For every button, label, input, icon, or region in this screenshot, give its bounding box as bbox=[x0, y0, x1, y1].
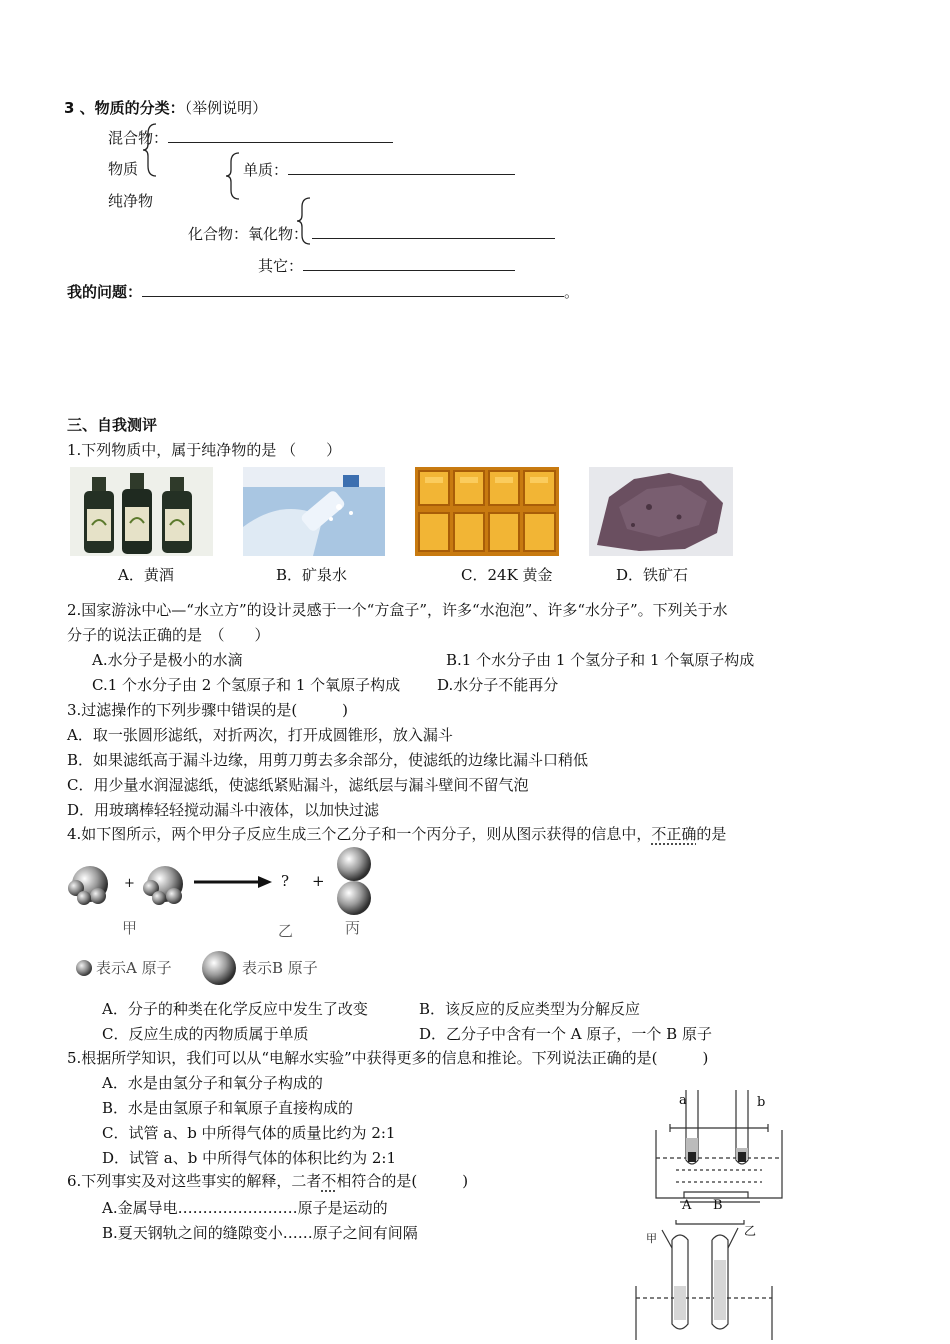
electrolysis-tube-image bbox=[632, 1190, 777, 1340]
my-question-period: 。 bbox=[564, 283, 580, 301]
yellow-wine-image bbox=[70, 467, 213, 556]
q1-stem: 1.下列物质中，属于纯净物的是 （ ） bbox=[67, 441, 342, 459]
label-bing: 丙 bbox=[345, 919, 361, 937]
my-question-row bbox=[67, 282, 579, 301]
q6-stem-emphasis: 不 bbox=[321, 1172, 337, 1190]
mixture-blank[interactable] bbox=[168, 128, 393, 143]
my-question-blank[interactable] bbox=[142, 282, 564, 297]
compound-label: 化合物： bbox=[188, 225, 249, 243]
substance-label: 物质 bbox=[108, 160, 139, 178]
other-label: 其它： bbox=[258, 257, 304, 275]
fig-label-B: B bbox=[713, 1198, 723, 1213]
oxide-blank[interactable] bbox=[312, 224, 555, 239]
q2-stem-line2: 分子的说法正确的是 （ ） bbox=[67, 626, 270, 644]
legend-a-text: 表示A 原子 bbox=[96, 959, 172, 977]
q2-option-a[interactable]: A.水分子是极小的水滴 bbox=[92, 651, 243, 669]
q2-stem-line1: 2.国家游泳中心—“水立方”的设计灵感于一个“方盒子”，许多“水泡泡”、许多“水分子”。下列关于水 bbox=[67, 601, 728, 619]
pure-label: 纯净物 bbox=[108, 192, 154, 210]
oxide-label: 氧化物： bbox=[248, 225, 309, 243]
q6-option-a[interactable]: A.金属导电……………………原子是运动的 bbox=[102, 1199, 388, 1217]
brace-substance-icon bbox=[142, 120, 162, 180]
q1-option-b[interactable]: B．矿泉水 bbox=[276, 566, 348, 584]
q2-option-d[interactable]: D.水分子不能再分 bbox=[437, 676, 559, 694]
section3-heading: 3 、物质的分类：（举例说明） bbox=[64, 99, 268, 117]
q4-plus-1: + bbox=[124, 876, 135, 891]
atom-a-legend-icon bbox=[74, 958, 94, 978]
my-question-label: 我的问题： bbox=[67, 283, 143, 301]
legend-b-text: 表示B 原子 bbox=[242, 959, 318, 977]
section3-note: （举例说明） bbox=[184, 99, 268, 117]
fig-label-a: a bbox=[679, 1093, 687, 1108]
q4-option-c[interactable]: C．反应生成的丙物质属于单质 bbox=[102, 1025, 309, 1043]
fig-label-jia: 甲 bbox=[646, 1232, 657, 1245]
q4-option-b[interactable]: B．该反应的反应类型为分解反应 bbox=[419, 1000, 641, 1018]
q5-option-c[interactable]: C．试管 a、b 中所得气体的质量比约为 2:1 bbox=[102, 1124, 396, 1142]
element-blank[interactable] bbox=[288, 160, 515, 175]
q3-option-b[interactable]: B．如果滤纸高于漏斗边缘，用剪刀剪去多余部分，使滤纸的边缘比漏斗口稍低 bbox=[67, 751, 589, 769]
q4-plus-2: + bbox=[312, 872, 325, 890]
element-label: 单质： bbox=[243, 161, 289, 179]
other-row bbox=[258, 256, 515, 275]
q4-stem-emphasis: 不正确 bbox=[651, 825, 697, 843]
q6-option-b[interactable]: B.夏天钢轨之间的缝隙变小……原子之间有间隔 bbox=[102, 1224, 418, 1242]
reaction-diagram bbox=[62, 846, 392, 918]
fig-label-b: b bbox=[757, 1095, 766, 1110]
q3-option-a[interactable]: A．取一张圆形滤纸，对折两次，打开成圆锥形，放入漏斗 bbox=[67, 726, 453, 744]
label-yi: 乙 bbox=[278, 922, 294, 940]
q2-option-c[interactable]: C.1 个水分子由 2 个氢原子和 1 个氧原子构成 bbox=[92, 676, 401, 694]
brace-pure-icon bbox=[225, 150, 245, 202]
q5-option-a[interactable]: A．水是由氢分子和氧分子构成的 bbox=[102, 1074, 323, 1092]
q5-option-b[interactable]: B．水是由氢原子和氧原子直接构成的 bbox=[102, 1099, 354, 1117]
fig-label-A: A bbox=[682, 1198, 692, 1213]
q1-option-c[interactable]: C．24K 黄金 bbox=[461, 566, 553, 584]
mineral-water-image bbox=[243, 467, 385, 556]
q4-option-a[interactable]: A．分子的种类在化学反应中发生了改变 bbox=[102, 1000, 368, 1018]
q1-option-d[interactable]: D．铁矿石 bbox=[616, 566, 689, 584]
compound-row bbox=[188, 224, 555, 243]
q4-stem: 4.如下图所示，两个甲分子反应生成三个乙分子和一个丙分子，则从图示获得的信息中，不正确的是 bbox=[67, 825, 727, 843]
label-jia: 甲 bbox=[122, 919, 138, 937]
q6-stem: 6.下列事实及对这些事实的解释，二者不相符合的是( ) bbox=[67, 1172, 469, 1190]
atom-b-legend-icon bbox=[201, 950, 237, 986]
q4-option-d[interactable]: D．乙分子中含有一个 A 原子，一个 B 原子 bbox=[419, 1025, 712, 1043]
molecule-bing bbox=[337, 847, 371, 915]
q3-option-c[interactable]: C．用少量水润湿滤纸，使滤纸紧贴漏斗，滤纸层与漏斗壁间不留气泡 bbox=[67, 776, 529, 794]
self-test-heading: 三、自我测评 bbox=[67, 416, 158, 434]
q2-option-b[interactable]: B.1 个水分子由 1 个氢分子和 1 个氧原子构成 bbox=[446, 651, 755, 669]
q5-option-d[interactable]: D．试管 a、b 中所得气体的体积比约为 2:1 bbox=[102, 1149, 397, 1167]
element-row bbox=[243, 160, 515, 179]
fig-label-yi: 乙 bbox=[744, 1224, 757, 1238]
q3-option-d[interactable]: D．用玻璃棒轻轻搅动漏斗中液体，以加快过滤 bbox=[67, 801, 380, 819]
q5-stem: 5.根据所学知识，我们可以从“电解水实验”中获得更多的信息和推论。下列说法正确的是( ) bbox=[67, 1049, 709, 1067]
gold-bars-image bbox=[415, 467, 559, 556]
q3-stem: 3.过滤操作的下列步骤中错误的是( ) bbox=[67, 701, 349, 719]
molecule-jia-1 bbox=[68, 866, 108, 905]
q4-question-mark: ? bbox=[281, 872, 290, 890]
iron-ore-image bbox=[589, 467, 733, 556]
mixture-label: 混合物： bbox=[108, 129, 169, 147]
other-blank[interactable] bbox=[303, 256, 515, 271]
q1-option-a[interactable]: A．黄酒 bbox=[118, 566, 174, 584]
molecule-jia-2 bbox=[143, 866, 183, 905]
